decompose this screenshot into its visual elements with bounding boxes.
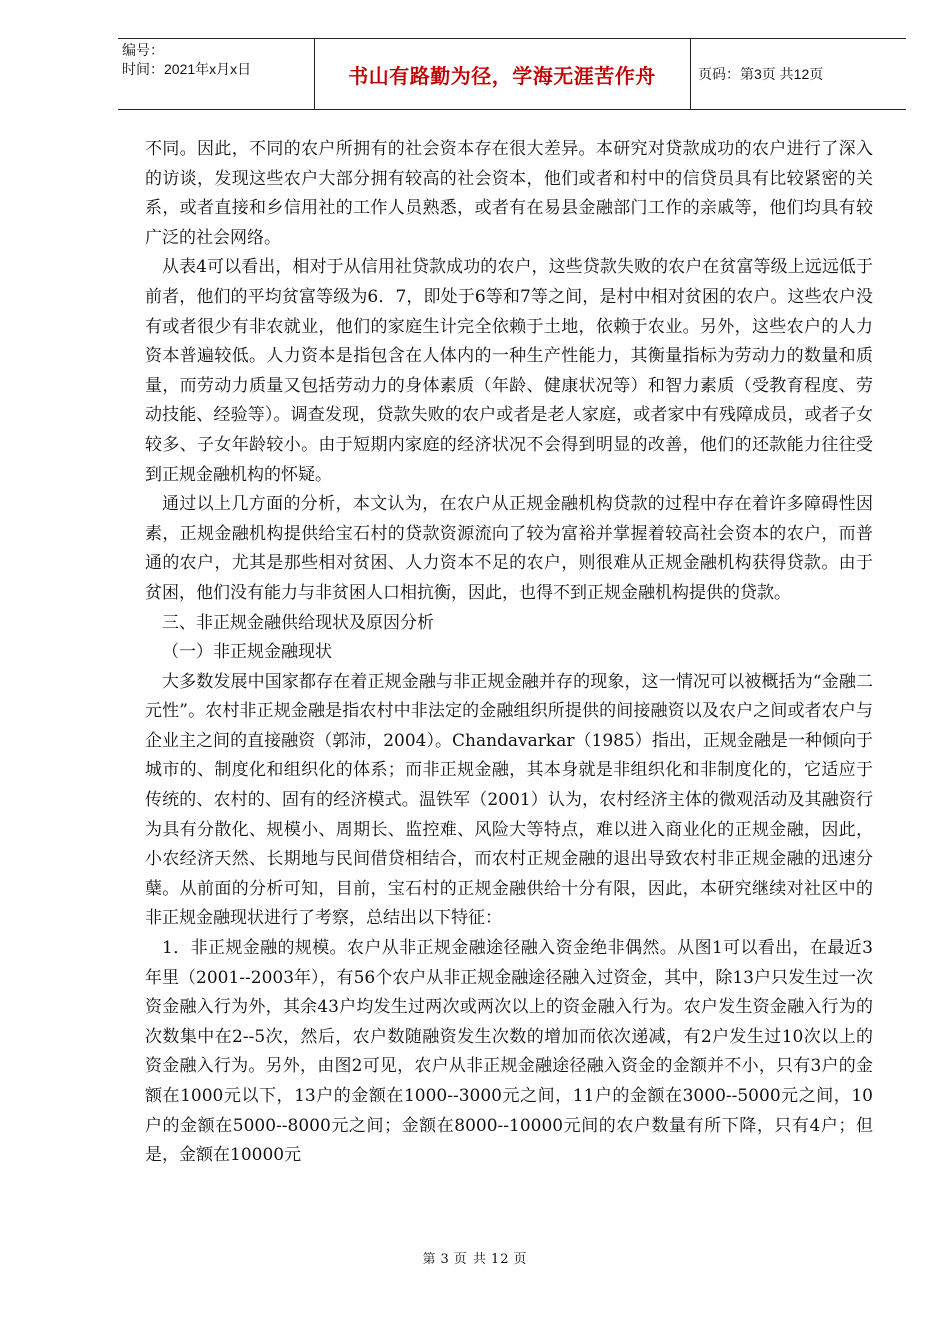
footer-prefix: 第 bbox=[422, 1252, 437, 1267]
page-footer bbox=[0, 1248, 950, 1267]
header-meta bbox=[118, 39, 315, 109]
footer-page-number: 3 bbox=[440, 1252, 450, 1267]
footer-total-pages: 12 bbox=[490, 1252, 510, 1267]
header-page-code: 页码：第3页 共12页 bbox=[698, 66, 824, 82]
footer-suffix: 页 bbox=[513, 1252, 528, 1267]
header-motto: 书山有路勤为径，学海无涯苦作舟 bbox=[314, 39, 691, 109]
paragraph: 通过以上几方面的分析，本文认为，在农户从正规金融机构贷款的过程中存在着许多障碍性因素，正规金融机构提供给宝石村的贷款资源流向了较为富裕并掌握着较高社会资本的农户，而普通的农户，尤其是那些相对贫困、人力资本不足的农户，则很难从正规金融机构获得贷款。由于贫困，他们没有能力与非贫困人口相抗衡，因此，也得不到正规金融机构提供的贷款。 bbox=[145, 494, 873, 603]
subsection-heading: （一）非正规金融现状 bbox=[162, 642, 332, 663]
section-heading: 三、非正规金融供给现状及原因分析 bbox=[162, 612, 434, 633]
paragraph: 从表4可以看出，相对于从信用社贷款成功的农户，这些贷款失败的农户在贫富等级上远远低于前者，他们的平均贫富等级为6．7，即处于6等和7等之间，是村中相对贫困的农户。这些农户没有或者很少有非农就业，他们的家庭生计完全依赖于土地，依赖于农业。另外，这些农户的人力资本普遍较低。人力资本是指包含在人体内的一种生产性能力，其衡量指标为劳动力的数量和质量，而劳动力质量又包括劳动力的身体素质（年龄、健康状况等）和智力素质（受教育程度、劳动技能、经验等）。调查发现，贷款失败的农户或者是老人家庭，或者家中有残障成员，或者子女较多、子女年龄较小。由于短期内家庭的经济状况不会得到明显的改善，他们的还款能力往往受到正规金融机构的怀疑。 bbox=[145, 257, 873, 485]
page-header bbox=[118, 38, 906, 110]
paragraph: 不同。因此，不同的农户所拥有的社会资本存在很大差异。本研究对贷款成功的农户进行了深入的访谈，发现这些农户大部分拥有较高的社会资本，他们或者和村中的信贷员具有比较紧密的关系，或者直接和乡信用社的工作人员熟悉，或者有在易县金融部门工作的亲戚等，他们均具有较广泛的社会网络。 bbox=[145, 139, 873, 248]
number-label: 编号： bbox=[122, 42, 164, 58]
paragraph: 1．非正规金融的规模。农户从非正规金融途径融入资金绝非偶然。从图1可以看出，在最近3年里（2001--2003年），有56个农户从非正规金融途径融入过资金，其中，除13户只发生过一次资金融入行为外，其余43户均发生过两次或两次以上的资金融入行为。农户发生资金融入行为的次数集中在2--5次，然后，农户数随融资发生次数的增加而依次递减，有2户发生过10次以上的资金融入行为。另外，由图2可见，农户从非正规金融途径融入资金的金额并不小，只有3户的金额在1000元以下，13户的金额在1000--3000元之间，11户的金额在3000--5000元之间，10户的金额在5000--8000元之间；金额在8000--10000元间的农户数量有所下降，只有4户；但是，金额在10000元 bbox=[145, 938, 873, 1166]
paragraph: 大多数发展中国家都存在着正规金融与非正规金融并存的现象，这一情况可以被概括为“金融二元性”。农村非正规金融是指农村中非法定的金融组织所提供的间接融资以及农户之间或者农户与企业主之间的直接融资（郭沛，2004）。Chandavarkar（1985）指出，正规金融是一种倾向于城市的、制度化和组织化的体系；而非正规金融，其本身就是非组织化和非制度化的，它适应于传统的、农村的、固有的经济模式。温铁军（2001）认为，农村经济主体的微观活动及其融资行为具有分散化、规模小、周期长、监控难、风险大等特点，难以进入商业化的正规金融，因此，小农经济天然、长期地与民间借贷相结合，而农村正规金融的退出导致农村非正规金融的迅速分蘖。从前面的分析可知，目前，宝石村的正规金融供给十分有限，因此，本研究继续对社区中的非正规金融现状进行了考察，总结出以下特征： bbox=[145, 671, 873, 929]
time-label: 时间：2021年x月x日 bbox=[122, 61, 252, 77]
footer-mid: 页 共 bbox=[453, 1252, 487, 1267]
document-body bbox=[145, 135, 873, 1171]
